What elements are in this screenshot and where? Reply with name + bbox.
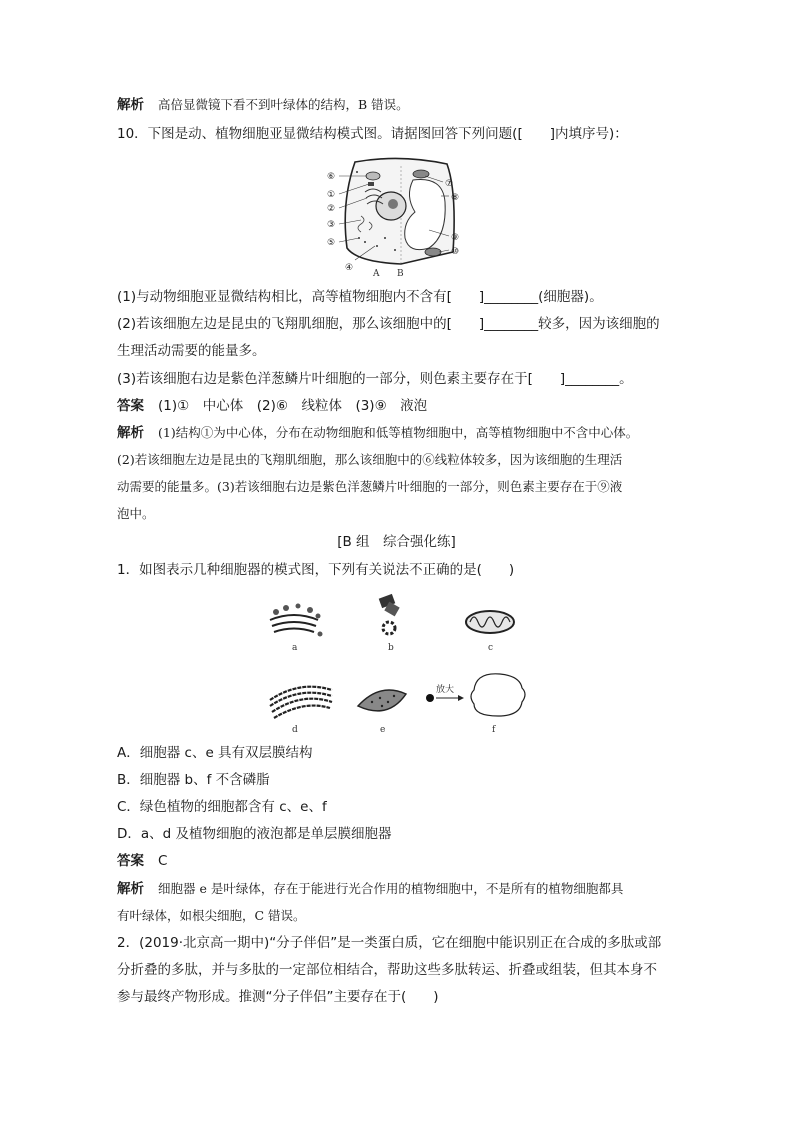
q10-analysis-line-1 bbox=[117, 423, 638, 443]
b-q2-stem-2: 分折叠的多肽，并与多肽的一定部位相结合，帮助这些多肽转运、折叠或组装，但其本身不 bbox=[117, 962, 657, 978]
caption-org-f: f bbox=[492, 725, 496, 735]
label-2: ② bbox=[327, 204, 336, 214]
b-q1-analysis-line-1 bbox=[117, 879, 623, 899]
option-d: D．a、d 及植物细胞的液泡都是单层膜细胞器 bbox=[117, 826, 392, 842]
q10-stem: 10．下图是动、植物细胞亚显微结构模式图。请据图回答下列问题([ ]内填序号)： bbox=[117, 126, 628, 142]
label-8: ⑧ bbox=[451, 193, 460, 203]
zoom-text: 放大 bbox=[436, 685, 455, 695]
answer-label: 答案 bbox=[117, 398, 144, 414]
b-q1-stem: 1．如图表示几种细胞器的模式图，下列有关说法不正确的是( ) bbox=[117, 562, 515, 578]
label-4: ④ bbox=[345, 263, 354, 273]
analysis-text: 细胞器 e 是叶绿体，存在于能进行光合作用的植物细胞中，不是所有的植物细胞都具 bbox=[158, 881, 624, 896]
q10-sub2-b: 生理活动需要的能量多。 bbox=[117, 343, 266, 359]
q10-analysis-line-2: (2)若该细胞左边是昆虫的飞翔肌细胞，那么该细胞中的⑥线粒体较多，因为该细胞的生理活 bbox=[117, 452, 623, 467]
b-q2-stem-3: 参与最终产物形成。推测“分子伴侣”主要存在于( ) bbox=[117, 989, 439, 1005]
option-c: C．绿色植物的细胞都含有 c、e、f bbox=[117, 799, 327, 815]
organelle-f-ribosome bbox=[426, 674, 525, 716]
answer-label: 答案 bbox=[117, 853, 144, 869]
section-title: [B 组 综合强化练] bbox=[337, 534, 456, 550]
organelle-a-golgi bbox=[270, 604, 323, 637]
label-10: ⑩ bbox=[451, 247, 460, 257]
q9-analysis-line bbox=[117, 95, 409, 115]
organelle-e-chloroplast bbox=[358, 690, 406, 711]
caption-b: B bbox=[397, 269, 404, 279]
answer-text: C bbox=[158, 853, 168, 869]
label-9: ⑨ bbox=[451, 233, 460, 243]
q10-sub1: (1)与动物细胞亚显微结构相比，高等植物细胞内不含有[ ]________(细胞器)。 bbox=[117, 289, 603, 305]
organelle-c-mitochondrion bbox=[466, 611, 514, 633]
caption-org-a: a bbox=[292, 643, 298, 653]
organelle-figure bbox=[262, 590, 542, 736]
option-b: B．细胞器 b、f 不含磷脂 bbox=[117, 772, 270, 788]
analysis-text: 高倍显微镜下看不到叶绿体的结构，B 错误。 bbox=[158, 97, 409, 112]
organelle-d-er bbox=[270, 687, 332, 718]
option-a: A．细胞器 c、e 具有双层膜结构 bbox=[117, 745, 313, 761]
q10-sub2-a: (2)若该细胞左边是昆虫的飞翔肌细胞，那么该细胞中的[ ]________较多，因为该细胞的 bbox=[117, 316, 660, 332]
q10-analysis-line-3: 动需要的能量多。(3)若该细胞右边是紫色洋葱鳞片叶细胞的一部分，则色素主要存在于⑨液 bbox=[117, 479, 623, 494]
label-1: ① bbox=[327, 190, 336, 200]
label-6: ⑥ bbox=[327, 172, 336, 182]
b-q1-analysis-line-2: 有叶绿体，如根尖细胞，C 错误。 bbox=[117, 908, 306, 923]
analysis-label: 解析 bbox=[117, 425, 144, 441]
q10-answer-line bbox=[117, 396, 427, 416]
mitochondrion bbox=[366, 172, 380, 180]
nucleolus bbox=[388, 199, 398, 209]
cell-structure-figure bbox=[325, 152, 475, 280]
label-7: ⑦ bbox=[445, 179, 454, 189]
analysis-label: 解析 bbox=[117, 97, 144, 113]
analysis-label: 解析 bbox=[117, 881, 144, 897]
chloroplast-2 bbox=[425, 248, 441, 256]
q10-sub3: (3)若该细胞右边是紫色洋葱鳞片叶细胞的一部分，则色素主要存在于[ ]________。 bbox=[117, 371, 633, 387]
organelle-b-centrosome bbox=[379, 594, 400, 634]
caption-org-d: d bbox=[292, 725, 298, 735]
caption-org-c: c bbox=[488, 643, 494, 653]
caption-a: A bbox=[373, 269, 380, 279]
label-5: ⑤ bbox=[327, 238, 336, 248]
caption-org-e: e bbox=[380, 725, 386, 735]
analysis-text: (1)结构①为中心体，分布在动物细胞和低等植物细胞中，高等植物细胞中不含中心体。 bbox=[158, 425, 639, 440]
label-3: ③ bbox=[327, 220, 336, 230]
q10-analysis-line-4: 泡中。 bbox=[117, 506, 155, 521]
b-q1-answer-line bbox=[117, 851, 167, 871]
b-q2-stem-1: 2．(2019·北京高一期中)“分子伴侣”是一类蛋白质，它在细胞中能识别正在合成的多肽或部 bbox=[117, 935, 662, 951]
caption-org-b: b bbox=[388, 643, 394, 653]
answer-text: (1)① 中心体 (2)⑥ 线粒体 (3)⑨ 液泡 bbox=[158, 398, 428, 414]
